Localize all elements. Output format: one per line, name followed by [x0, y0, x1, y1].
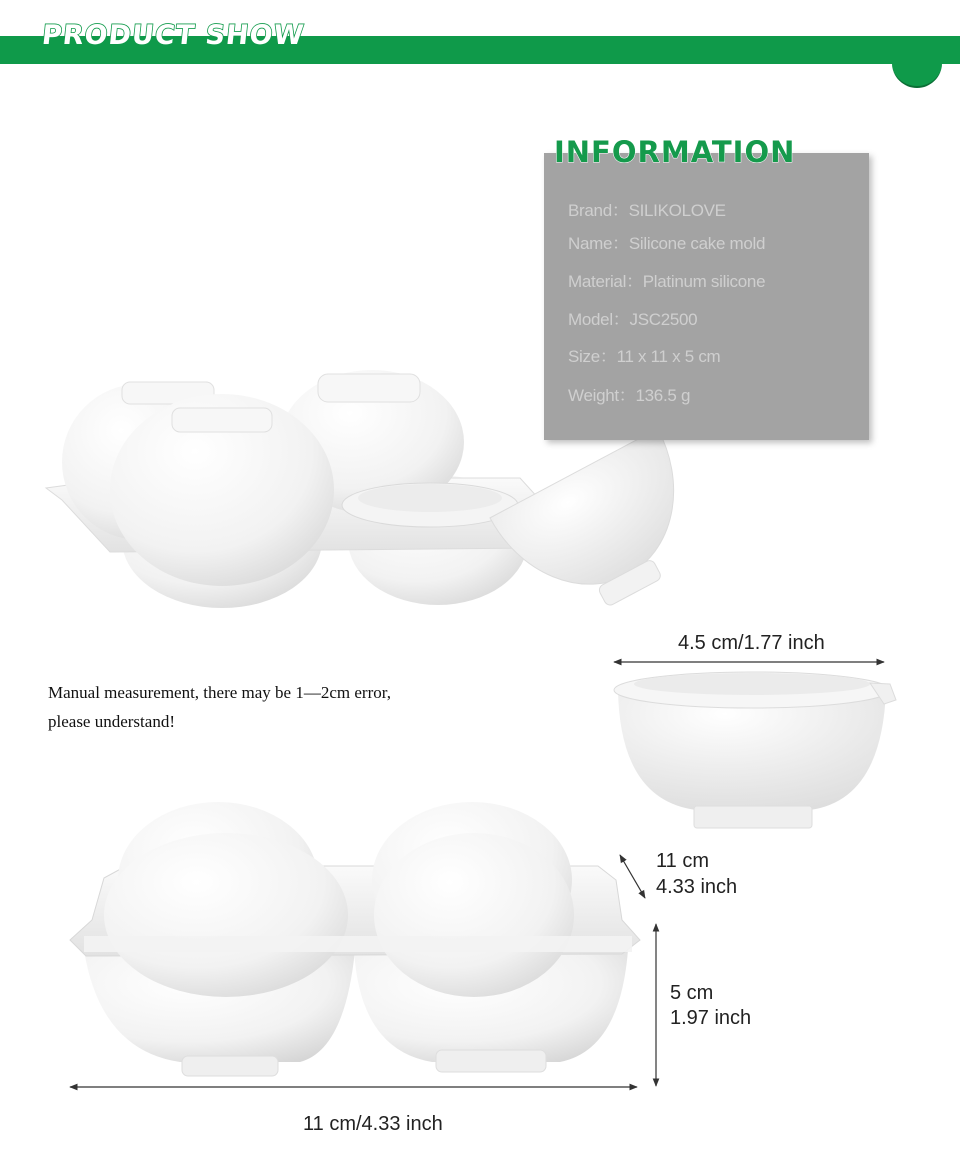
depth-label-inch: 4.33 inch — [656, 876, 738, 898]
width-label: 11 cm/4.33 inch — [303, 1113, 443, 1135]
info-model: Model：JSC2500 — [568, 310, 698, 329]
info-material: Material：Platinum silicone — [568, 272, 766, 291]
information-title: INFORMATION — [554, 135, 796, 169]
measurement-note-line-2: please understand! — [48, 712, 175, 731]
info-weight: Weight：136.5 g — [568, 386, 691, 405]
cup-width-label: 4.5 cm/1.77 inch — [678, 632, 825, 654]
height-label-cm: 5 cm — [670, 982, 714, 1004]
depth-arrow — [620, 855, 645, 898]
depth-label-cm: 11 cm — [656, 850, 709, 872]
info-brand: Brand：SILIKOLOVE — [568, 201, 726, 220]
info-size: Size：11 x 11 x 5 cm — [568, 347, 721, 366]
measurement-note — [48, 678, 391, 736]
measurement-note-line-1: Manual measurement, there may be 1—2cm error, — [48, 683, 391, 702]
product-photo-mold — [70, 802, 640, 1076]
product-photo-cup — [614, 662, 896, 828]
info-name: Name：Silicone cake mold — [568, 234, 766, 253]
height-label-inch: 1.97 inch — [670, 1007, 752, 1029]
header-title: PRODUCT SHOW — [40, 20, 306, 51]
